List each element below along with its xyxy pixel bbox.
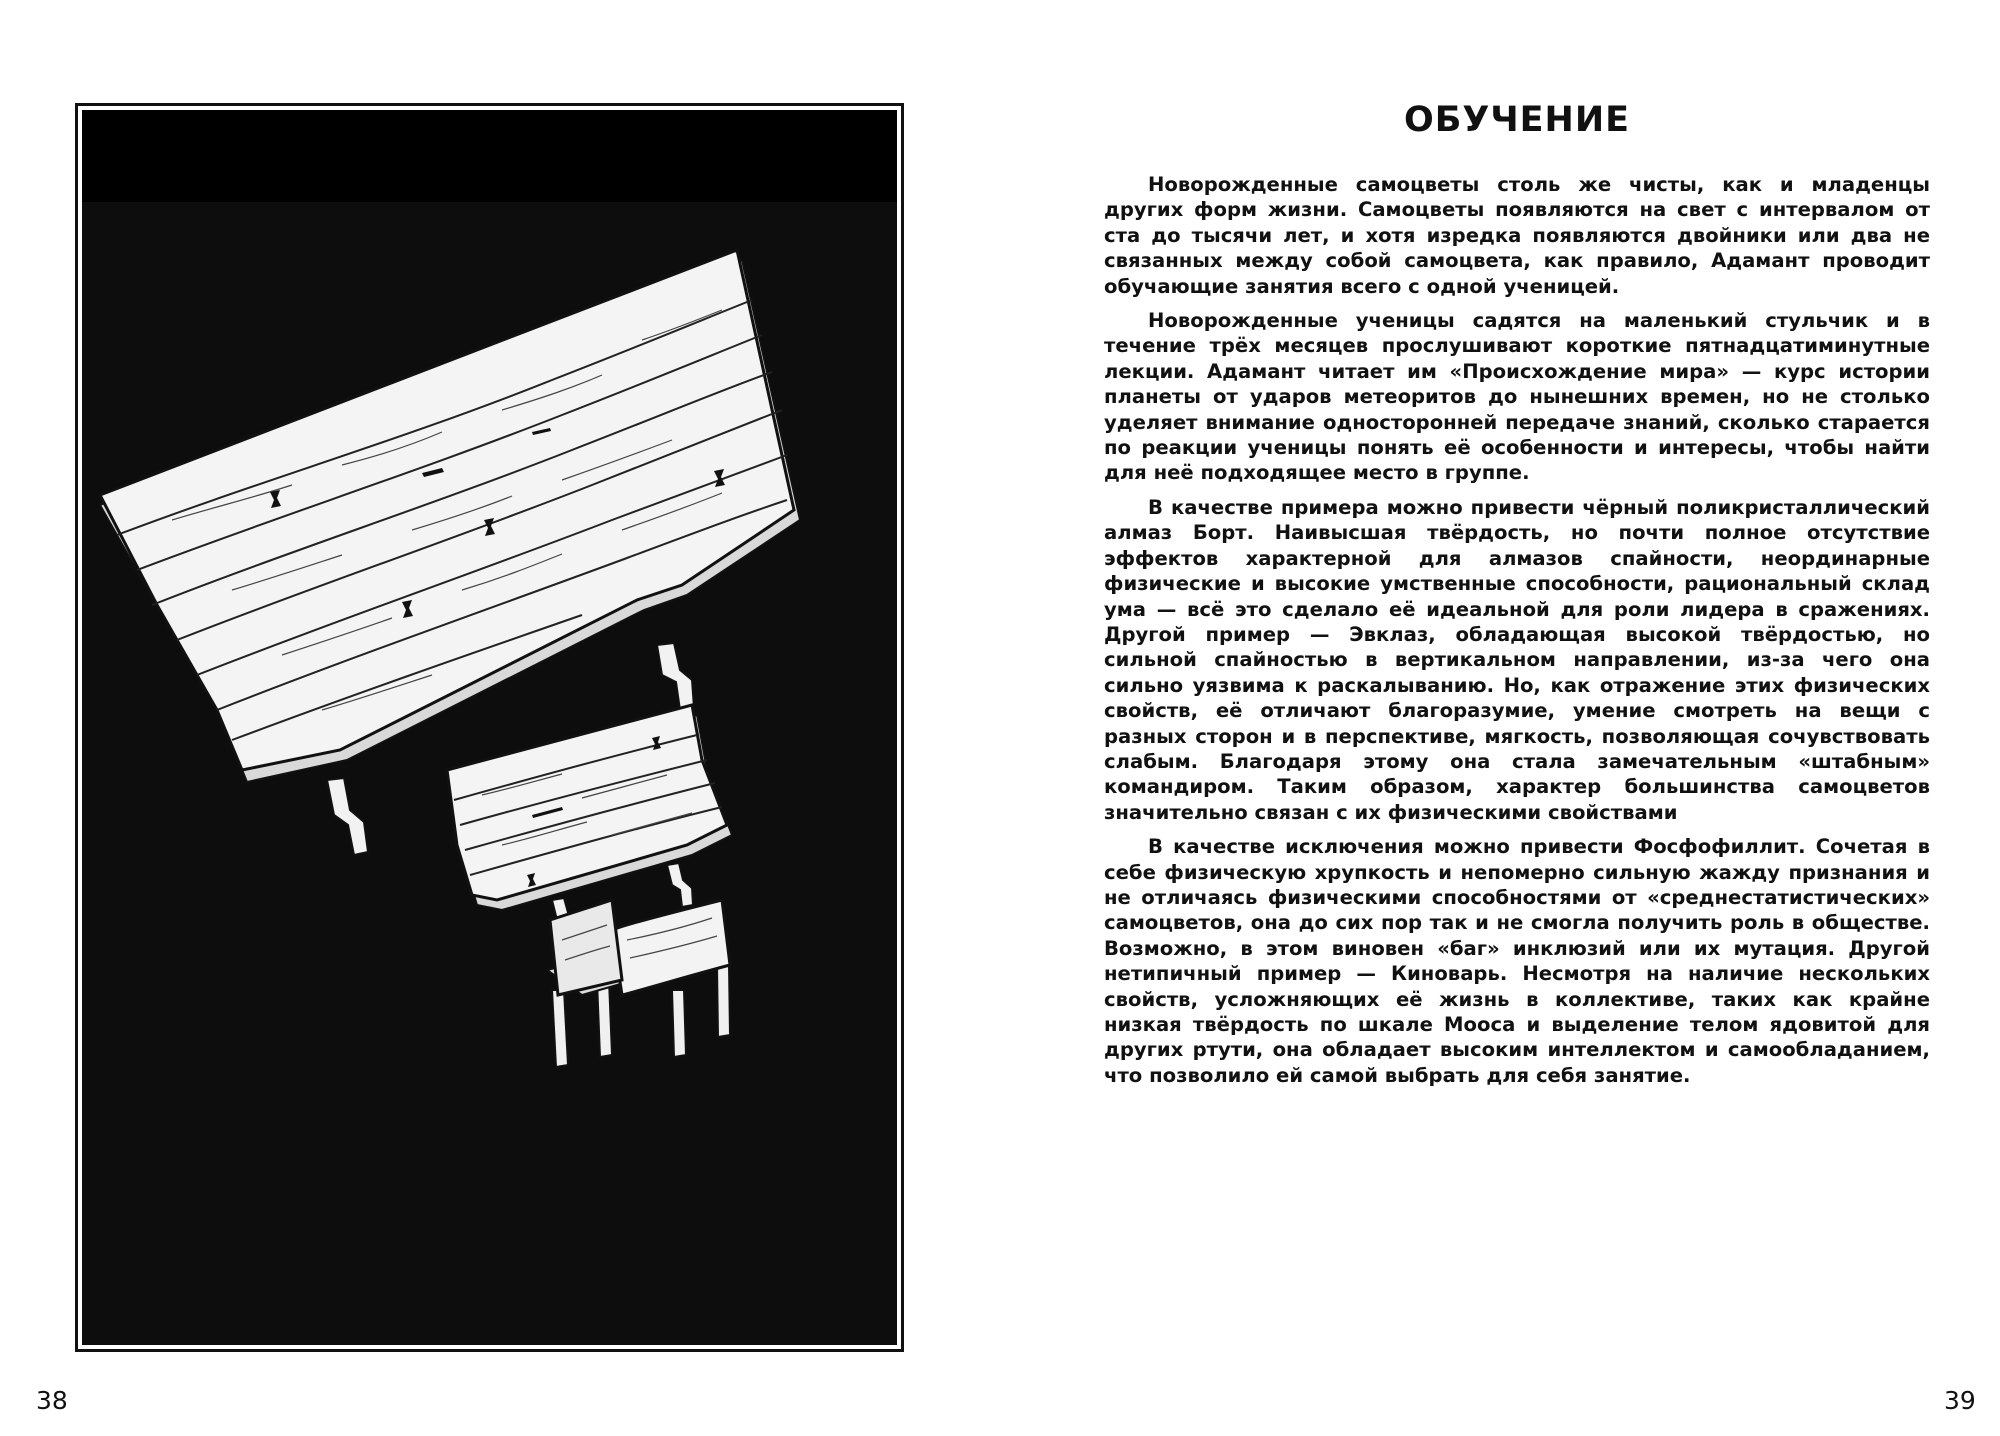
page-number-right: 39: [1944, 1386, 1976, 1415]
paragraph-1: Новорожденные самоцветы столь же чисты, как и младенцы других форм жизни. Самоцветы появляются на свет с интервалом от ста до тысячи лет, и хотя изредка появляются двойники или два не связанных между собой самоцвета, как правило, Адамант проводит обучающие занятия всего с одной ученицей.: [1104, 173, 1930, 298]
furniture-illustration-svg: [82, 110, 897, 1345]
page-number-left: 38: [36, 1386, 68, 1415]
page-heading: ОБУЧЕНИЕ: [1403, 100, 1631, 140]
paragraph-2: Новорожденные ученицы садятся на маленький стульчик и в течение трёх месяцев прослушивают короткие пятнадцатиминутные лекции. Адамант читает им «Происхождение мира» — курс истории планеты от ударов метеоритов до нынешних времен, но не столько уделяет внимание односторонней передаче знаний, сколько старается по реакции ученицы понять её особенности и интересы, чтобы найти для неё подходящее место в группе.: [1104, 309, 1930, 485]
paragraph-4: В качестве исключения можно привести Фосфофиллит. Сочетая в себе физическую хрупкость и непомерно сильную жажду признания и не отличаясь физическими способностями от «среднестатистических» самоцветов, она до сих пор так и не смогла получить роль в обществе. Возможно, в этом виновен «баг» инклюзий или их мутация. Другой нетипичный пример — Киноварь. Несмотря на наличие нескольких свойств, усложняющих её жизнь в коллективе, таких как крайне низкая твёрдость по шкале Мооса и выделение телом ядовитой для других ртути, она обладает высоким интеллектом и самообладанием, что позволило ей самой выбрать для себя занятие.: [1104, 835, 1930, 1087]
text-column: [1104, 96, 1930, 1097]
furniture-illustration: [82, 110, 897, 1345]
illustration-frame: [75, 103, 904, 1352]
paragraph-3: В качестве примера можно привести чёрный поликристаллический алмаз Борт. Наивысшая твёрдость, но почти полное отсутствие эффектов характерной для алмазов спайности, неординарные физические и высокие умственные способности, рациональный склад ума — всё это сделало её идеальной для роли лидера в сражениях. Другой пример — Эвклаз, обладающая высокой твёрдостью, но сильной спайностью в вертикальном направлении, из-за чего она сильно уязвима к раскалыванию. Но, как отражение этих физических свойств, её отличают благоразумие, умение смотреть на вещи с разных сторон и в перспективе, мягкость, позволяющая сочувствовать слабым. Благодаря этому она стала замечательным «штабным» командиром. Таким образом, характер большинства самоцветов значительно связан с их физическими свойствами: [1104, 495, 1930, 824]
